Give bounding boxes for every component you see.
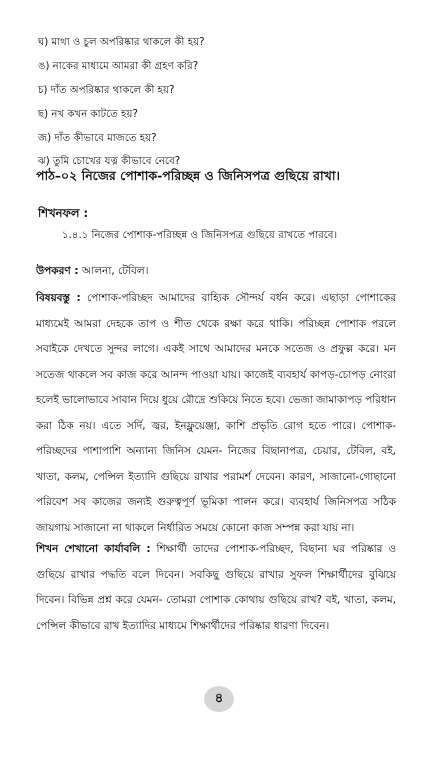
question-item: জ) দাঁত কীভাবে মাজতে হয়? xyxy=(38,133,157,144)
content-paragraph xyxy=(36,286,396,541)
learning-outcome-text: ১.৪.১ নিজের পোশাক-পরিচ্ছন্ন ও জিনিসপত্র গুছিয়ে রাখতে পারবে। xyxy=(62,230,338,241)
content-text: পোশাক-পরিচ্ছদ আমাদের বাহ্যিক সৌন্দর্য বর্ধন করে। এছাড়া পোশাকের মাধ্যমেই আমরা দেহকে তাপ ও শীত থেকে রক্ষা করে থাকি। পরিচ্ছন্ন পোশাক পরলে সবাইকে দেখতে সুন্দর লাগে। একই সাথে আমাদের মনকে সতেজ ও প্রফুল্ল করে। মন সতেজ থাকলে সব কাজ করে আনন্দ পাওয়া যায়। কাজেই ব্যবহার্য কাপড়-চোপড় নোংরা হলেই ভালোভাবে সাবান দিয়ে ধুয়ে রৌদ্রে শুকিয়ে নিতে হবে। ভেজা জামাকাপড় পরিধান করা ঠিক নয়। এতে সর্দি, জ্বর, ইনফ্লুয়েঞ্জা, কাশি প্রভৃতি রোগ হতে পারে। পোশাক-পরিচ্ছদের পাশাপাশি অন্যান্য জিনিস যেমন- নিজের বিছানাপত্র, চেয়ার, টেবিল, বই, খাতা, কলম, পেন্সিল ইত্যাদি গুছিয়ে রাখার পরামর্শ দেবেন। কারণ, সাজানো-গোছানো পরিবেশ সব কাজের জন্যই গুরুত্বপূর্ণ ভূমিকা পালন করে। ব্যবহার্য জিনিসপত্র সঠিক জায়গায় সাজানো না থাকলে নির্ধারিত সময়ে কোনো কাজ সম্পন্ন করা যায় না। xyxy=(36,292,396,534)
lesson-heading: পাঠ–০২ নিজের পোশাক-পরিচ্ছন্ন ও জিনিসপত্র গুছিয়ে রাখা। xyxy=(36,168,340,183)
question-item: ঙ) নাকের মাধ্যমে আমরা কী গ্রহণ করি? xyxy=(38,61,199,72)
method-label: শিখন শেখানো কার্যাবলি : xyxy=(36,543,151,555)
question-item: ঝ) তুমি চোখের যত্ন কীভাবে নেবে? xyxy=(38,156,181,167)
materials-line xyxy=(36,264,148,281)
learning-outcome-title: শিখনফল : xyxy=(38,206,89,220)
method-paragraph xyxy=(36,537,396,639)
method-text: শিক্ষার্থী তাদের পোশাক-পরিচ্ছদ, বিছানা ঘর পরিষ্কার ও গুছিয়ে রাখার পদ্ধতি বলে দিবেন। সবকিছু গুছিয়ে রাখার সুফল শিক্ষার্থীদের বুঝিয়ে দিবেন। বিভিন্ন প্রশ্ন করে যেমন- তোমরা পোশাক কোথায় গুছিয়ে রাখ? বই, খাতা, কলম, পেন্সিল কীভাবে রাখ ইত্যাদির মাধ্যমে শিক্ষার্থীদের পরিষ্কার ধারণা দিবেন। xyxy=(36,543,397,632)
materials-text: আলনা, টেবিল। xyxy=(78,265,149,277)
content-label: বিষয়বস্তু : xyxy=(36,292,81,304)
question-item: ছ) নখ কখন কাটতে হয়? xyxy=(38,109,138,120)
materials-label: উপকরণ : xyxy=(36,265,79,277)
question-item: চ) দাঁত অপরিষ্কার থাকলে কী হয়? xyxy=(38,85,175,96)
page-number: ৪ xyxy=(204,686,234,712)
question-item: ঘ) মাথা ও চুল অপরিষ্কার থাকলে কী হয়? xyxy=(38,37,205,48)
